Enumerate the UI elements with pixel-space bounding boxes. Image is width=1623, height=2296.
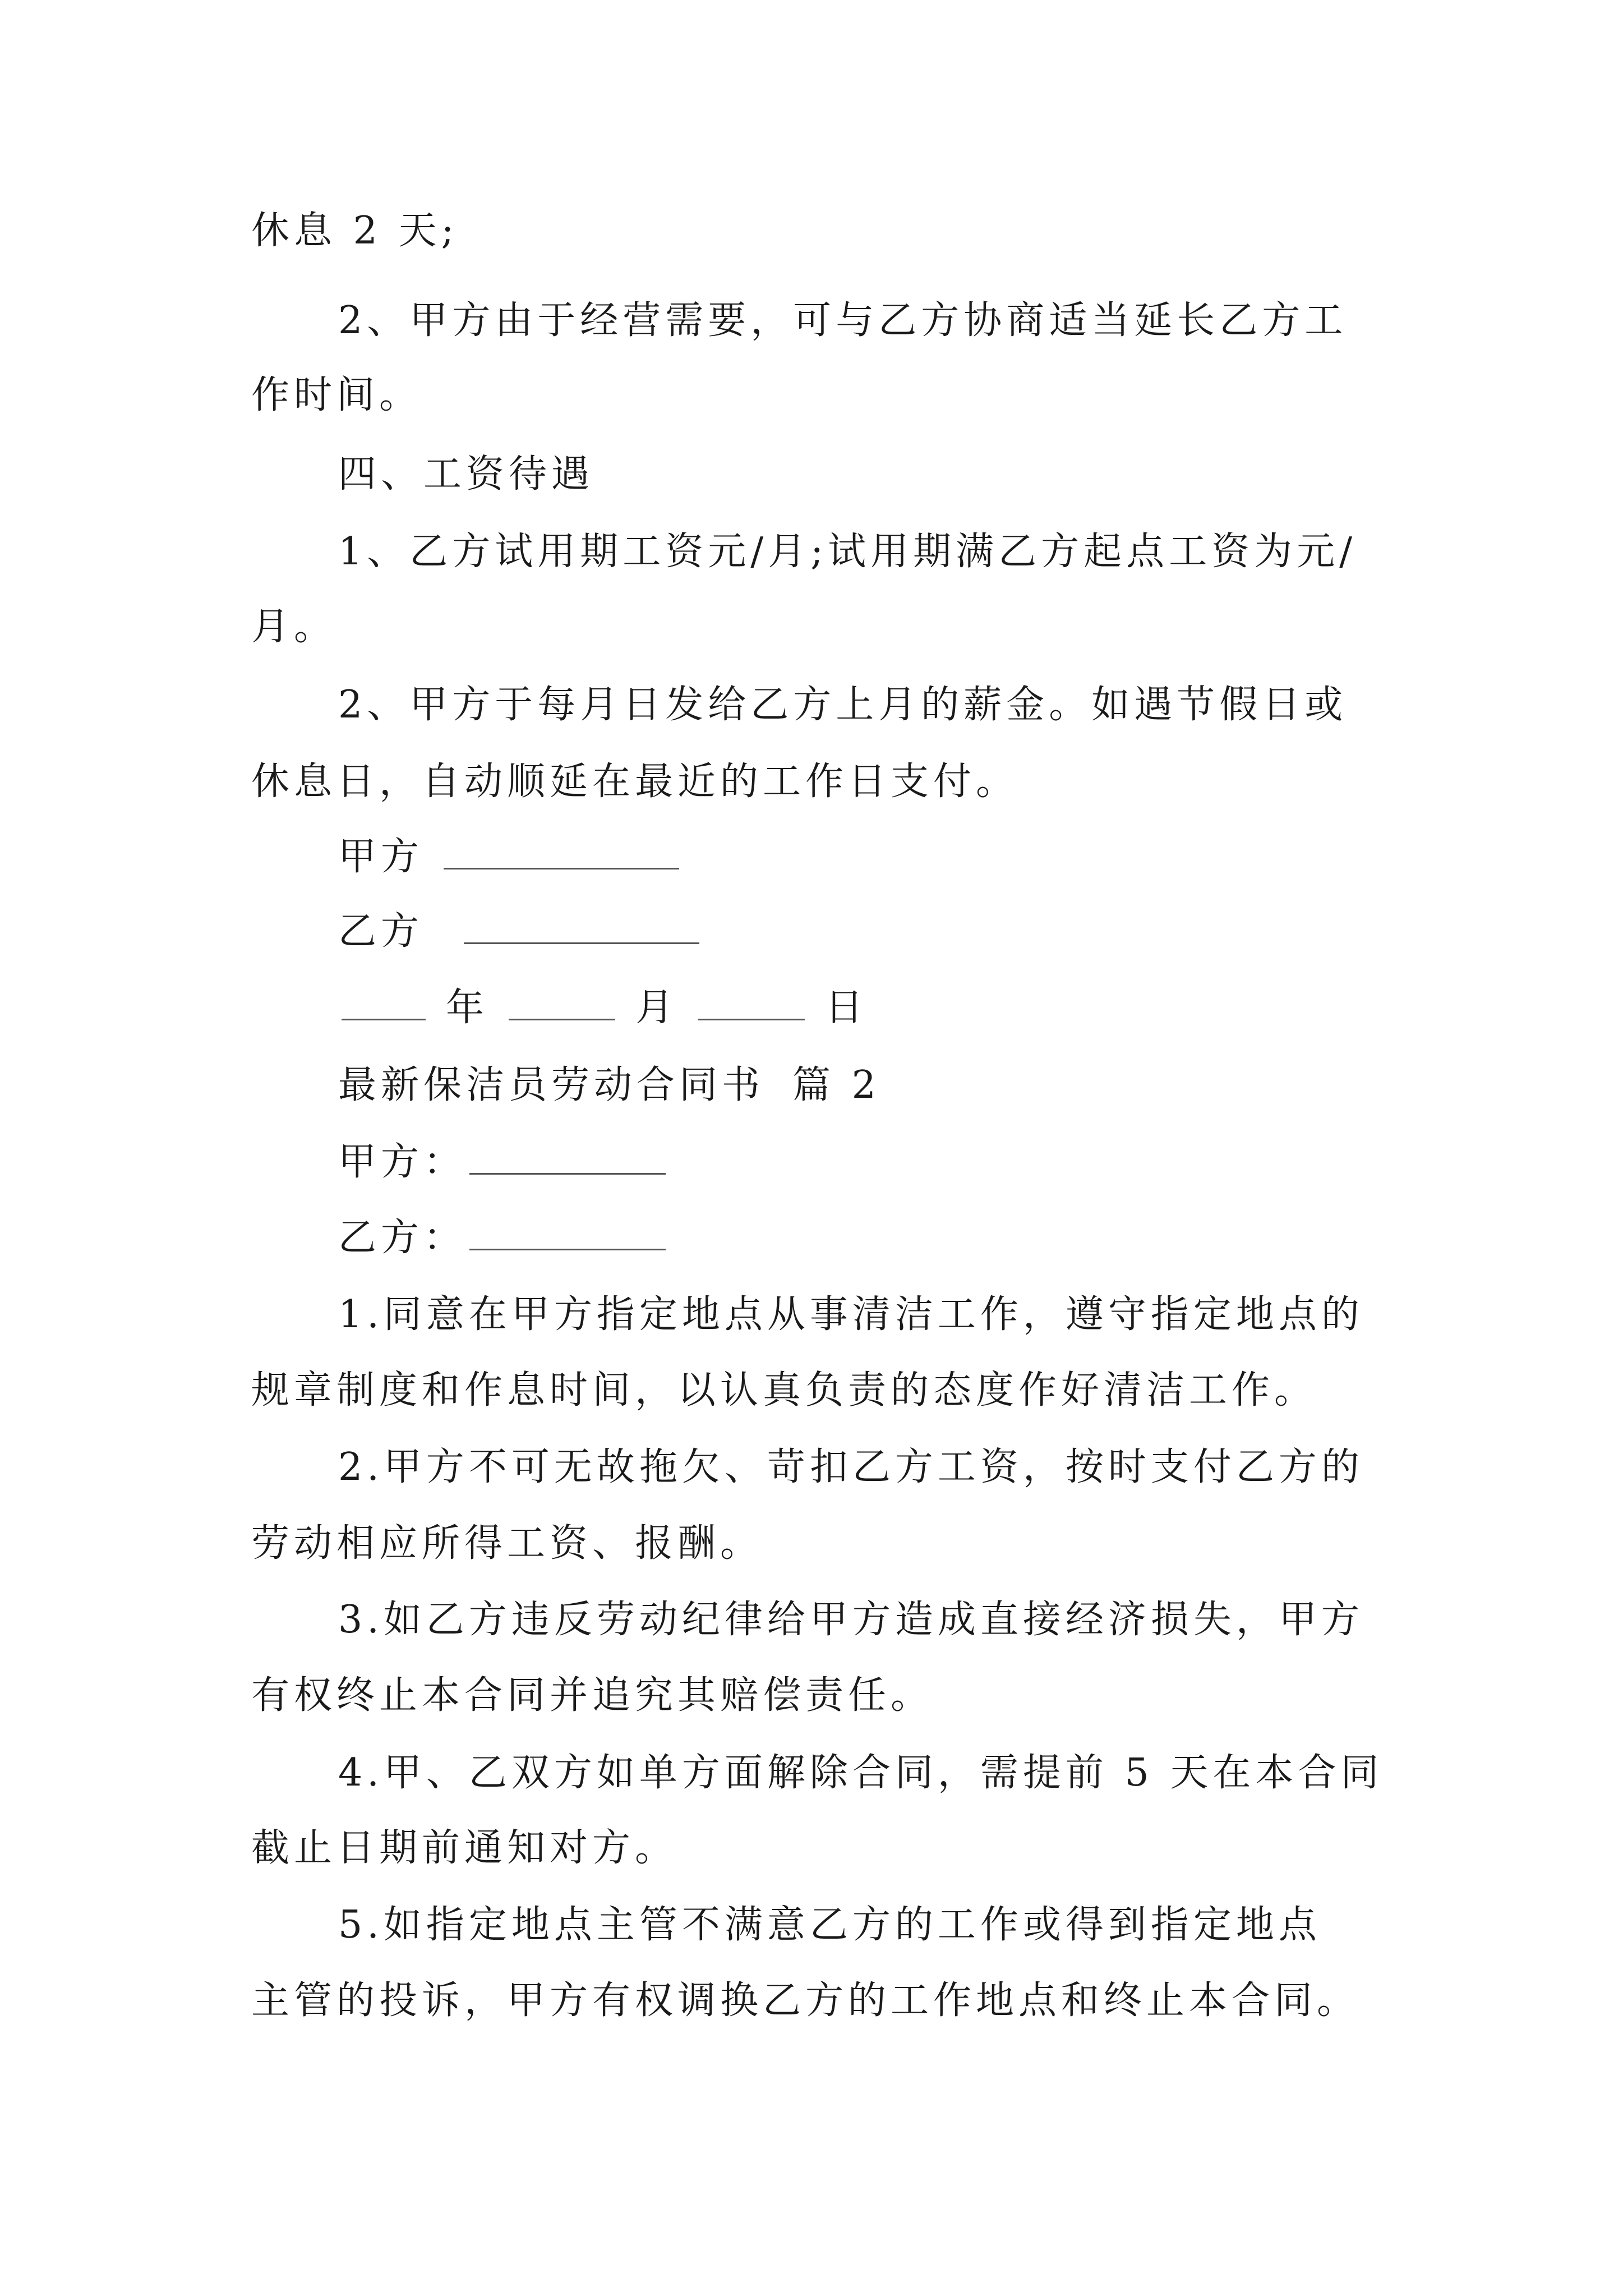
clause-line: 劳动相应所得工资、报酬。	[251, 1521, 763, 1566]
clause-line: 截止日期前通知对方。	[251, 1826, 678, 1870]
text-line: 2、甲方由于经营需要，可与乙方协商适当延长乙方工	[338, 298, 1348, 343]
text-line: 2、甲方于每月日发给乙方上月的薪金。如遇节假日或	[338, 683, 1348, 727]
party-b-blank	[469, 1214, 666, 1250]
day-label: 日	[825, 986, 868, 1030]
section-number: 篇 2	[792, 1063, 880, 1107]
month-blank	[509, 984, 615, 1020]
party-a-blank	[444, 833, 679, 869]
section-heading: 四、工资待遇	[338, 452, 594, 496]
clause-line: 规章制度和作息时间，以认真负责的态度作好清洁工作。	[251, 1368, 1317, 1412]
year-label: 年	[446, 986, 489, 1030]
clause-line: 4.甲、乙双方如单方面解除合同，需提前 5 天在本合同	[338, 1751, 1384, 1795]
clause-line: 5.如指定地点主管不满意乙方的工作或得到指定地点	[338, 1903, 1321, 1947]
date-row	[338, 980, 868, 1036]
signature-party-b-row	[338, 904, 703, 960]
party-b-label: 乙方	[338, 909, 424, 954]
party-a-row	[338, 1134, 669, 1190]
party-a-blank	[469, 1138, 666, 1175]
clause-line: 主管的投诉，甲方有权调换乙方的工作地点和终止本合同。	[251, 1978, 1360, 2023]
party-b-label: 乙方：	[338, 1216, 467, 1260]
section-title-row	[338, 1057, 880, 1114]
text-line: 1、乙方试用期工资元/月;试用期满乙方起点工资为元/	[338, 530, 1357, 574]
party-b-row	[338, 1210, 669, 1266]
text-line: 休息日，自动顺延在最近的工作日支付。	[251, 760, 1019, 804]
clause-line: 1.同意在甲方指定地点从事清洁工作，遵守指定地点的	[338, 1292, 1364, 1337]
text-line: 休息 2 天;	[251, 209, 459, 253]
day-blank	[698, 984, 805, 1020]
clause-line: 3.如乙方违反劳动纪律给甲方造成直接经济损失，甲方	[338, 1598, 1364, 1642]
text-line: 月。	[251, 605, 337, 649]
clause-line: 有权终止本合同并追究其赔偿责任。	[251, 1673, 934, 1718]
section-title: 最新保洁员劳动合同书	[338, 1063, 765, 1107]
year-blank	[342, 984, 426, 1020]
month-label: 月	[635, 986, 679, 1030]
text-line: 作时间。	[251, 373, 422, 417]
party-a-label: 甲方：	[338, 1140, 467, 1184]
party-b-blank	[464, 908, 699, 944]
clause-line: 2.甲方不可无故拖欠、苛扣乙方工资，按时支付乙方的	[338, 1445, 1364, 1489]
party-a-label: 甲方	[338, 835, 424, 879]
signature-party-a-row	[338, 829, 683, 885]
